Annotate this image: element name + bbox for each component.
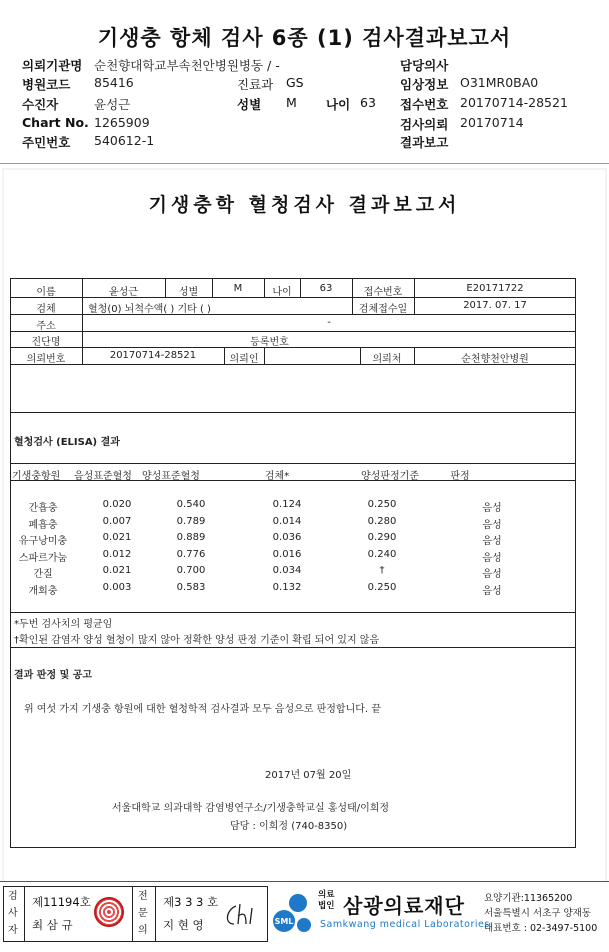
reg-no-label: 접수번호 (363, 287, 403, 298)
result-cell-cutoff: 0.280 (367, 515, 397, 527)
result-cell-sample: 0.034 (272, 565, 302, 577)
result-cell-neg: 0.021 (102, 565, 132, 577)
grid-line (24, 886, 25, 942)
result-cell-sample: 0.036 (272, 532, 302, 544)
request-place-value: 순천향천안병원 (461, 354, 529, 365)
result-cell-result: 음성 (482, 519, 502, 531)
col-positive-std: 양성표준혈청 (142, 471, 200, 482)
header-field-hospital-code: 병원코드 85416 (22, 75, 134, 92)
result-cell-result: 음성 (482, 552, 502, 564)
brand-name: 삼광의료재단 (343, 894, 465, 918)
name-value: 윤성근 (109, 287, 138, 298)
sex-label: 성별 (178, 287, 199, 298)
sml-logo-text: SML (274, 917, 294, 926)
inspector-label: 검사자 (8, 891, 18, 936)
result-cell-pos: 0.540 (176, 499, 206, 510)
address-label: 주소 (36, 321, 56, 332)
result-cell-result: 음성 (482, 536, 502, 548)
header-field-institution: 의뢰기관명 순천향대학교부속천안병원병동 / - (22, 58, 280, 73)
header-field-resident-no: 주민번호 540612-1 (22, 133, 155, 150)
result-cell-result: 음성 (482, 569, 502, 581)
result-cell-name: 개회충 (28, 586, 58, 597)
phone: 대표번호 : 02-3497-5100 (484, 923, 598, 934)
elisa-section-title: 혈청검사 (ELISA) 결과 (14, 437, 120, 448)
header-field-receipt-no: 접수번호 20170714-28521 (400, 95, 568, 112)
report-title: 기생충 항체 검사 6종 (1) 검사결과보고서 (97, 26, 512, 50)
specialist-name: 지 현 영 (163, 918, 204, 932)
col-result: 판정 (450, 471, 470, 482)
official-seal (94, 897, 124, 927)
request-no-value: 20170714-28521 (109, 350, 197, 361)
result-cell-result: 음성 (482, 586, 502, 597)
header-field-request-date: 검사의뢰 20170714 (400, 115, 524, 132)
result-cell-pos: 0.776 (176, 548, 206, 560)
note-average: *두번 검사치의 평균임 (14, 619, 113, 630)
specialist-license: 제3 3 3 호 (163, 895, 219, 909)
result-cell-pos: 0.583 (176, 582, 206, 593)
header-field-report-date: 결과보고 (400, 135, 449, 150)
address: 서울특별시 서초구 양재동 (484, 908, 591, 919)
result-cell-sample: 0.016 (272, 548, 302, 560)
result-cell-neg: 0.020 (102, 499, 132, 510)
scanned-report-title: 기생충학 혈청검사 결과보고서 (148, 194, 461, 216)
header-sex-value: M (286, 95, 297, 110)
header-field-patient: 수진자 윤성근 (22, 97, 131, 112)
request-place-label: 의뢰처 (372, 354, 402, 365)
grid-line (10, 412, 576, 413)
result-cell-neg: 0.007 (102, 515, 132, 527)
specialist-signature (222, 900, 262, 930)
grid-line (10, 331, 576, 332)
header-field-doctor: 담당의사 (400, 58, 449, 73)
requester-label: 의뢰인 (229, 354, 259, 365)
grid-line (10, 612, 576, 613)
col-antigen: 기생충항원 (12, 471, 61, 482)
contact-line: 담당 : 이희정 (740-8350) (230, 821, 348, 832)
header-divider (0, 163, 609, 164)
header-field-chart-no: Chart No. 1265909 (22, 115, 150, 130)
age-value: 63 (319, 283, 333, 294)
report-date: 2017년 07월 20일 (265, 770, 352, 781)
brand-name-english: Samkwang medical Laboratories (320, 919, 490, 930)
result-cell-pos: 0.789 (176, 515, 206, 527)
inspector-name: 최 삼 규 (32, 918, 73, 932)
result-cell-cutoff: 0.250 (367, 499, 397, 510)
inspector-license: 제11194호 (32, 895, 91, 909)
result-cell-name: 스파르가눔 (18, 552, 68, 564)
collect-date-value: 2017. 07. 17 (463, 300, 527, 311)
result-cell-cutoff: 0.240 (367, 548, 397, 560)
header-age-value: 63 (360, 95, 376, 110)
collect-date-label: 검체접수일 (358, 304, 408, 315)
specimen-value: 혈청(0) 뇌척수액( ) 기타 ( ) (88, 304, 211, 315)
col-sample: 검체* (264, 471, 290, 482)
header-dept-label: 진료과 (237, 77, 274, 92)
result-cell-name: 유구낭미충 (18, 536, 68, 548)
footer-divider (0, 881, 609, 882)
request-no-label: 의뢰번호 (26, 354, 66, 365)
sml-logo-icon (272, 891, 314, 939)
result-cell-pos: 0.889 (176, 532, 206, 544)
age-label: 나이 (272, 287, 292, 298)
result-cell-cutoff: 0.250 (367, 582, 397, 593)
result-cell-name: 폐흡충 (28, 519, 58, 531)
conclusion-title: 결과 판정 및 공고 (14, 670, 93, 681)
grid-line (132, 886, 133, 942)
reg-no-value: E20171722 (466, 283, 524, 294)
col-negative-std: 음성표준혈청 (74, 471, 132, 482)
address-value: - (327, 317, 331, 328)
result-cell-neg: 0.012 (102, 548, 132, 560)
result-cell-cutoff: † (379, 565, 385, 577)
result-cell-neg: 0.021 (102, 532, 132, 544)
grid-line (264, 347, 265, 364)
specimen-label: 검체 (36, 304, 56, 315)
result-cell-result: 음성 (482, 503, 502, 514)
header-field-clinical-info: 임상정보 O31MR0BA0 (400, 75, 539, 92)
grid-line (10, 463, 576, 464)
grid-line (155, 886, 156, 942)
result-cell-neg: 0.003 (102, 582, 132, 593)
signature-line: 서울대학교 의과대학 감염병연구소/기생충학교실 홍성태/이희정 (112, 803, 390, 814)
result-cell-sample: 0.014 (272, 515, 302, 527)
result-cell-sample: 0.124 (272, 499, 302, 510)
corporation-label: 의료법인 (318, 890, 335, 911)
result-cell-cutoff: 0.290 (367, 532, 397, 544)
result-cell-sample: 0.132 (272, 582, 302, 593)
registration-no-label: 등록번호 (250, 337, 289, 348)
header-age-label: 나이 (326, 97, 351, 112)
result-cell-pos: 0.700 (176, 565, 206, 577)
header-sex-label: 성별 (237, 97, 262, 112)
header-dept-value: GS (286, 75, 304, 90)
sex-value: M (233, 283, 243, 294)
grid-line (10, 647, 576, 648)
agency-code: 요양기관:11365200 (484, 893, 573, 904)
name-label: 이름 (36, 287, 56, 298)
result-cell-name: 간질 (33, 569, 53, 581)
diagnosis-label: 진단명 (31, 337, 61, 348)
col-cutoff: 양성판정기준 (361, 471, 419, 482)
specialist-label: 전문의 (138, 891, 148, 936)
conclusion-text: 위 여섯 가지 기생충 항원에 대한 혈청학적 검사결과 모두 음성으로 판정합니다. 끝 (24, 704, 381, 715)
note-cutoff: †확인된 감염자 양성 혈청이 많지 않아 정확한 양성 판정 기준이 확립 되어 있지 않음 (14, 635, 380, 646)
result-cell-name: 간흡충 (28, 503, 58, 514)
